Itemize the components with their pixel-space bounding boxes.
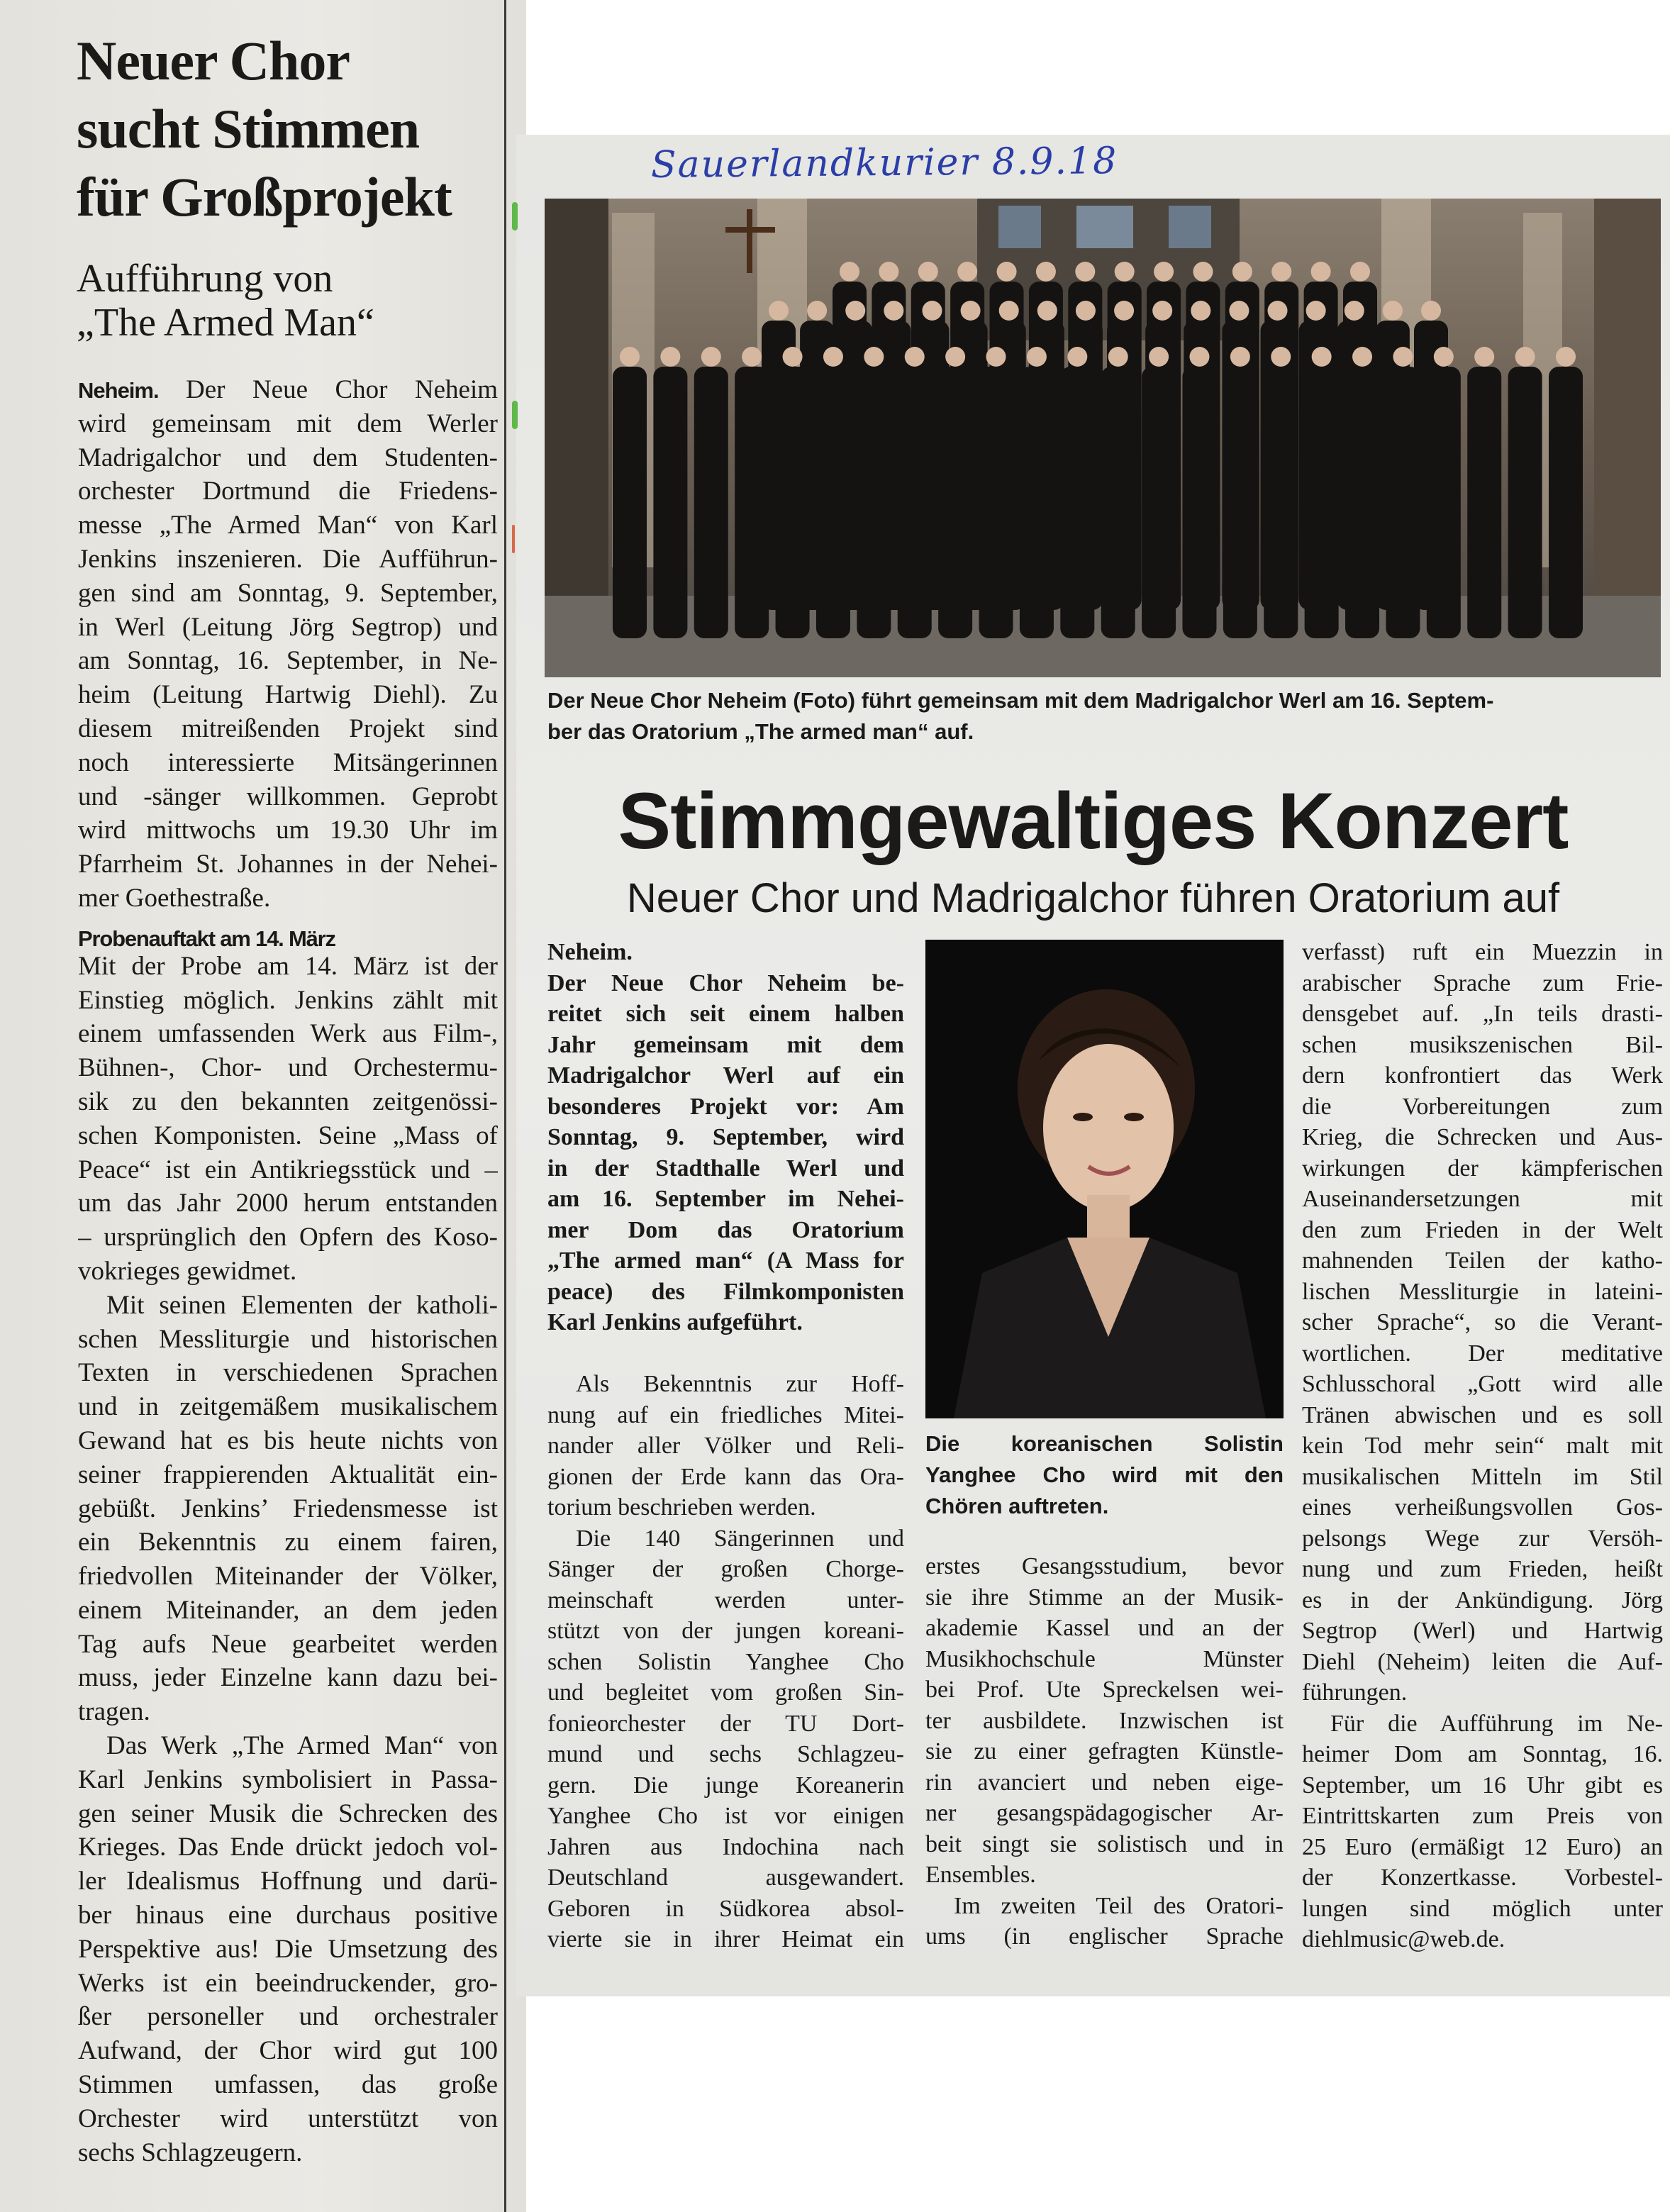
choir-member-face [961, 301, 981, 321]
text-line: wird gemeinsam mit dem Werler [78, 409, 498, 438]
choir-member-face [1268, 301, 1288, 321]
text-line: Die 140 Sängerinnen und [576, 1525, 904, 1552]
text-line: nung und zum Frieden, heißt [1302, 1556, 1663, 1582]
text-line: Stimmen umfassen, das große [78, 2070, 498, 2100]
text-line: Für die Aufführung im Ne- [1330, 1710, 1663, 1737]
text-line: September, um 16 Uhr gibt es [1302, 1772, 1663, 1799]
column-rule [504, 0, 506, 2212]
text-line: die Vorbereitungen zum [1302, 1093, 1663, 1120]
choir-member [613, 367, 647, 638]
choir-member-face [1152, 301, 1172, 321]
text-line: eines verheißungsvollen Gos- [1302, 1494, 1663, 1521]
choir-member-face [1383, 301, 1403, 321]
choir-member-face [1036, 262, 1056, 282]
choir-member-face [1474, 347, 1494, 367]
article-headline: Stimmgewaltiges Konzert [618, 777, 1569, 865]
choir-member [816, 367, 850, 638]
text-line: ler Idealismus Hoffnung und darü- [78, 1867, 498, 1896]
text-line: führungen. [1302, 1679, 1408, 1706]
choir-member-face [1230, 347, 1250, 367]
choir-member-face [999, 301, 1019, 321]
choir-member-face [660, 347, 680, 367]
text-line: gen seiner Musik die Schrecken des [78, 1799, 498, 1828]
text-line: Bühnen-, Chor- und Orchestermu- [78, 1053, 498, 1083]
text-line: Yanghee Cho ist vor einigen [547, 1803, 904, 1829]
left-subtitle [77, 257, 374, 345]
choir-member-face [701, 347, 721, 367]
text-line: Sänger der großen Chorge- [547, 1556, 904, 1582]
text-line: einem umfassenden Werk aus Film-, [78, 1019, 498, 1049]
text-line: heimer Dom am Sonntag, 16. [1302, 1741, 1663, 1767]
marker-stroke [512, 525, 515, 553]
choir-member-face [1076, 301, 1096, 321]
text-line: Sonntag, 9. September, wird [547, 1124, 904, 1150]
text-line: mer Goethestraße. [78, 883, 271, 913]
choir-member [653, 367, 687, 638]
choir-member-face [1115, 262, 1135, 282]
text-line: Aufwand, der Chor wird gut 100 [78, 2036, 498, 2066]
choir-member-face [1393, 347, 1413, 367]
choir-member-face [845, 301, 865, 321]
choir-member [857, 367, 891, 638]
text-line: gen sind am Sonntag, 9. September, [78, 578, 498, 608]
text-line: schen Komponisten. Seine „Mass of [78, 1121, 498, 1150]
text-line: diehlmusic@web.de. [1302, 1926, 1505, 1952]
text-line: gebüßt. Jenkins’ Friedensmesse ist [78, 1494, 498, 1523]
photo-caption [547, 685, 1661, 747]
text-line: 25 Euro (ermäßigt 12 Euro) an [1302, 1833, 1663, 1860]
text-line: Orchester wird unterstützt von [78, 2103, 498, 2133]
choir-member-face [840, 262, 859, 282]
text-line: Schlusschoral „Gott wird alle [1302, 1371, 1663, 1397]
text-line: Eintrittskarten zum Preis von [1302, 1803, 1663, 1829]
choir-member-face [1075, 262, 1095, 282]
text-line: schen Messliturgie und historischen [78, 1324, 498, 1354]
choir-member [1142, 367, 1176, 638]
text-line: einem Miteinander, an dem jeden [78, 1595, 498, 1625]
text-line: ums (in englischer Sprache [925, 1923, 1284, 1950]
text-line: Musikhochschule Münster [925, 1645, 1284, 1672]
marker-stroke [512, 401, 518, 429]
choir-photo [545, 199, 1661, 677]
text-line: – ursprünglich den Opfern des Koso- [78, 1223, 498, 1252]
article-subheadline: Neuer Chor und Madrigalchor führen Oratorium auf [626, 875, 1560, 921]
text-line: erstes Gesangsstudium, bevor [925, 1553, 1284, 1579]
choir-member-face [1311, 262, 1331, 282]
text-line: nung auf ein friedliches Mitei- [547, 1401, 904, 1428]
text-line: densgebet auf. „In teils drasti- [1302, 1001, 1663, 1027]
text-line: Chören auftreten. [925, 1494, 1109, 1518]
text-line: Krieges. Das Ende drückt jedoch vol- [78, 1833, 498, 1862]
text-line: Das Werk „The Armed Man“ von [106, 1731, 498, 1761]
text-line: meinschaft werden unter- [547, 1586, 904, 1613]
text-line: torium beschrieben werden. [547, 1494, 816, 1521]
text-line: schen musikszenischen Bil- [1302, 1031, 1663, 1058]
handwritten-note: Sauerlandkurier 8.9.18 [650, 140, 1118, 187]
choir-member-face [918, 262, 938, 282]
choir-member-face [1350, 262, 1370, 282]
choir-member-face [769, 301, 789, 321]
text-line: dern konfrontiert das Werk [1302, 1062, 1663, 1089]
text-line: Jahren aus Indochina nach [547, 1833, 904, 1860]
text-line: lischen Messliturgie in lateini- [1302, 1278, 1663, 1305]
choir-member-face [1271, 262, 1291, 282]
text-line: und -sänger willkommen. Geprobt [78, 782, 498, 811]
choir-member-face [1515, 347, 1535, 367]
text-line: pelsongs Wege zur Versöh- [1302, 1525, 1663, 1552]
text-line: beit singt sie solistisch und in [925, 1830, 1284, 1857]
text-line: Karl Jenkins symbolisiert in Passa- [78, 1764, 498, 1794]
section-subheading: Probenauftakt am 14. März [78, 926, 335, 951]
text-line: ter ausbildete. Inzwischen ist [925, 1707, 1284, 1734]
choir-member-face [1037, 301, 1057, 321]
choir-member [1020, 367, 1054, 638]
choir-member-face [1312, 347, 1332, 367]
text-line: ber hinaus eine durchaus positive [78, 1901, 498, 1930]
choir-member-face [783, 347, 803, 367]
text-line: am Sonntag, 16. September, in Ne- [78, 646, 498, 676]
text-line: in der Stadthalle Werl und [547, 1155, 904, 1182]
choir-member [1386, 367, 1420, 638]
choir-member-face [1108, 347, 1128, 367]
choir-member [1264, 367, 1298, 638]
text-line: es in der Ankündigung. Jörg [1302, 1586, 1663, 1613]
text-line: wird mittwochs um 19.30 Uhr im [78, 816, 498, 845]
choir-member [1427, 367, 1461, 638]
choir-member-face [1191, 301, 1210, 321]
choir-member-face [986, 347, 1006, 367]
choir-member [1467, 367, 1501, 638]
choir-member-face [1306, 301, 1326, 321]
choir-member [694, 367, 728, 638]
left-article-body [78, 373, 498, 2169]
choir-member-face [957, 262, 977, 282]
text-line: sie ihre Stimme an der Musik- [925, 1584, 1284, 1611]
text-line: Mit der Probe am 14. März ist der [78, 951, 498, 981]
text-line: Krieg, die Schrecken und Aus- [1302, 1124, 1663, 1150]
text-line: Madrigalchor Werl auf ein [547, 1062, 904, 1089]
text-line: Mit seinen Elementen der katholi- [106, 1290, 498, 1320]
subtitle-line: „The Armed Man“ [77, 301, 374, 345]
text-line: bei Prof. Ute Spreckelsen wei- [925, 1677, 1284, 1703]
text-line: arabischer Sprache zum Frie- [1302, 969, 1663, 996]
headline-line: Neuer Chor [77, 30, 350, 91]
text-line: heim (Leitung Hartwig Diehl). Zu [78, 680, 498, 710]
choir-member-face [1149, 347, 1169, 367]
text-line: Auseinandersetzungen mit [1302, 1186, 1663, 1212]
text-line: Neheim. Der Neue Chor Neheim [78, 375, 498, 404]
text-line: Deutschland ausgewandert. [547, 1864, 904, 1891]
text-line: ein Bekenntnis zu einem fairen, [78, 1528, 498, 1557]
text-line: Werks ist ein beeindruckender, gro- [78, 1968, 498, 1998]
choir-member-face [1229, 301, 1249, 321]
choir-member [1101, 367, 1135, 638]
choir-member-face [620, 347, 640, 367]
choir-member-face [945, 347, 965, 367]
choir-member-face [1193, 262, 1213, 282]
choir-member [1182, 367, 1216, 638]
text-line: Karl Jenkins aufgeführt. [547, 1309, 803, 1335]
text-line: Peace“ ist ein Antikriegsstück und – [78, 1155, 498, 1184]
choir-member-face [1271, 347, 1291, 367]
text-line: Diehl (Neheim) leiten die Auf- [1302, 1648, 1663, 1675]
text-line: ner gesangspädagogischer Ar- [925, 1800, 1284, 1826]
choir-member-face [922, 301, 942, 321]
text-line: scher Sprache“, so die Verant- [1302, 1309, 1663, 1335]
text-line: Ensembles. [925, 1862, 1036, 1888]
text-line: verfasst) ruft ein Muezzin in [1302, 939, 1663, 965]
text-line: Geboren in Südkorea absol- [547, 1895, 904, 1922]
text-line: noch interessierte Mitsängerinnen [78, 747, 498, 777]
text-line: nander aller Völker und Reli- [547, 1433, 904, 1459]
text-line: tragen. [78, 1697, 150, 1727]
text-line: gern. Die junge Koreanerin [547, 1772, 904, 1799]
text-line: friedvollen Miteinander der Völker, [78, 1562, 498, 1591]
choir-member [1223, 367, 1257, 638]
choir-member-face [742, 347, 762, 367]
subtitle-line: Aufführung von [77, 257, 333, 301]
choir-member-face [1421, 301, 1441, 321]
text-line: „The armed man“ (A Mass for [547, 1247, 904, 1274]
left-headline [77, 27, 452, 231]
text-line: messe „The Armed Man“ von Karl [78, 511, 498, 540]
text-line: mer Dom das Oratorium [547, 1216, 904, 1243]
text-line: vokrieges gewidmet. [78, 1256, 297, 1286]
text-line: Tränen abwischen und es soll [1302, 1401, 1663, 1428]
text-line: Die koreanischen Solistin [925, 1431, 1284, 1456]
text-line: Gewand hat es bis heute nichts von [78, 1425, 498, 1455]
choir-member [938, 367, 972, 638]
choir-member [898, 367, 932, 638]
choir-member-face [1154, 262, 1174, 282]
text-line: diesem mitreißenden Projekt sind [78, 713, 498, 743]
choir-member [1508, 367, 1542, 638]
text-line: musikalischen Mitteln im Stil [1302, 1463, 1663, 1490]
text-line: und in zeitgemäßem musikalischem [78, 1392, 498, 1422]
text-line: peace) des Filmkomponisten [547, 1278, 904, 1305]
choir-member-face [864, 347, 884, 367]
text-line: wortlichen. Der meditative [1302, 1340, 1663, 1367]
text-line: Als Bekenntnis zur Hoff- [576, 1371, 904, 1397]
headline-line: sucht Stimmen [77, 98, 420, 160]
choir-member-face [1189, 347, 1209, 367]
text-line: Segtrop (Werl) und Hartwig [1302, 1618, 1663, 1644]
choir-member-face [823, 347, 843, 367]
text-line: wirkungen der kämpferischen [1302, 1155, 1663, 1182]
text-line: und begleitet vom großen Sin- [547, 1679, 904, 1706]
text-line: kein Tod mehr sein“ malt mit [1302, 1433, 1663, 1459]
text-line: lungen sind möglich unter [1302, 1895, 1663, 1922]
text-line: vierte sie in ihrer Heimat ein [547, 1926, 904, 1952]
text-line: sechs Schlagzeugern. [78, 2138, 303, 2167]
text-line: Neheim. [547, 939, 633, 965]
choir-member-face [905, 347, 925, 367]
text-line: den zum Frieden in der Welt [1302, 1216, 1663, 1243]
choir-member-face [807, 301, 827, 321]
caption-line: ber das Oratorium „The armed man“ auf. [547, 719, 974, 744]
text-line: am 16. September im Nehei- [547, 1186, 904, 1212]
text-line: um das Jahr 2000 herum entstanden [78, 1189, 498, 1218]
choir-member [1345, 367, 1379, 638]
choir-member [1549, 367, 1583, 638]
text-line: mund und sechs Schlagzeu- [547, 1741, 904, 1767]
choir-member-face [1027, 347, 1047, 367]
text-line: stützt von der jungen koreani- [547, 1618, 904, 1644]
choir-member-face [1114, 301, 1134, 321]
text-line: Einstieg möglich. Jenkins zählt mit [78, 985, 498, 1015]
paragraph-gap [547, 1338, 904, 1369]
text-line: Jenkins inszenieren. Die Aufführun- [78, 544, 498, 574]
text-line: besonderes Projekt vor: Am [547, 1093, 904, 1120]
article-column-1 [547, 937, 904, 1955]
text-line: fonieorchester der TU Dort- [547, 1710, 904, 1737]
text-line: Jahr gemeinsam mit dem [547, 1031, 904, 1058]
caption-line: Der Neue Chor Neheim (Foto) führt gemeinsam mit dem Madrigalchor Werl am 16. Septem- [547, 688, 1494, 713]
text-line: Madrigalchor und dem Studenten- [78, 443, 498, 472]
text-line: Perspektive aus! Die Umsetzung des [78, 1934, 498, 1964]
text-line: Pfarrheim St. Johannes in der Nehei- [78, 850, 498, 879]
text-line: reitet sich seit einem halben [547, 1001, 904, 1027]
headline-line: für Großprojekt [77, 166, 452, 228]
choir-member [979, 367, 1013, 638]
choir-member-face [879, 262, 898, 282]
text-line: akademie Kassel und an der [925, 1615, 1284, 1641]
text-line: Yanghee Cho wird mit den [925, 1462, 1284, 1487]
choir-member [776, 367, 810, 638]
text-line: schen Solistin Yanghee Cho [547, 1648, 904, 1675]
choir-member-face [1232, 262, 1252, 282]
portrait-caption [925, 1428, 1284, 1522]
text-line: Tag aufs Neue gearbeitet werden [78, 1629, 498, 1659]
text-line: der Konzertkasse. Vorbestel- [1302, 1864, 1663, 1891]
article-column-3 [1302, 937, 1663, 1955]
choir-member [1060, 367, 1094, 638]
marker-stroke [512, 202, 518, 230]
dateline: Neheim. [78, 378, 159, 403]
soloist-portrait [925, 940, 1284, 1418]
text-line: mahnenden Teilen der katho- [1302, 1247, 1663, 1274]
text-line: sik zu den bekannten zeitgenössi- [78, 1086, 498, 1116]
choir-member-face [884, 301, 903, 321]
choir-member-face [997, 262, 1017, 282]
text-line: Der Neue Chor Neheim be- [547, 969, 904, 996]
text-line: Im zweiten Teil des Oratori- [954, 1892, 1284, 1919]
choir-member [735, 367, 769, 638]
text-line: rin avanciert und neben eige- [925, 1769, 1284, 1796]
text-line: Texten in verschiedenen Sprachen [78, 1358, 498, 1388]
text-line: gionen der Erde kann das Ora- [547, 1463, 904, 1490]
choir-member-face [1434, 347, 1454, 367]
choir-member [1305, 367, 1339, 638]
choir-member-face [1352, 347, 1372, 367]
text-line: seiner frappierenden Aktualität ein- [78, 1460, 498, 1489]
text-line: muss, jeder Einzelne kann dazu bei- [78, 1663, 498, 1693]
choir-member-face [1067, 347, 1087, 367]
text-line: orchester Dortmund die Friedens- [78, 477, 498, 506]
choir-member-face [1345, 301, 1364, 321]
article-column-2 [925, 1551, 1284, 1952]
text-line: sie zu einer gefragten Künstle- [925, 1738, 1284, 1764]
text-line: in Werl (Leitung Jörg Segtrop) und [78, 612, 498, 642]
text-line: ßer personeller und orchestraler [78, 2002, 498, 2032]
choir-member-face [1556, 347, 1576, 367]
